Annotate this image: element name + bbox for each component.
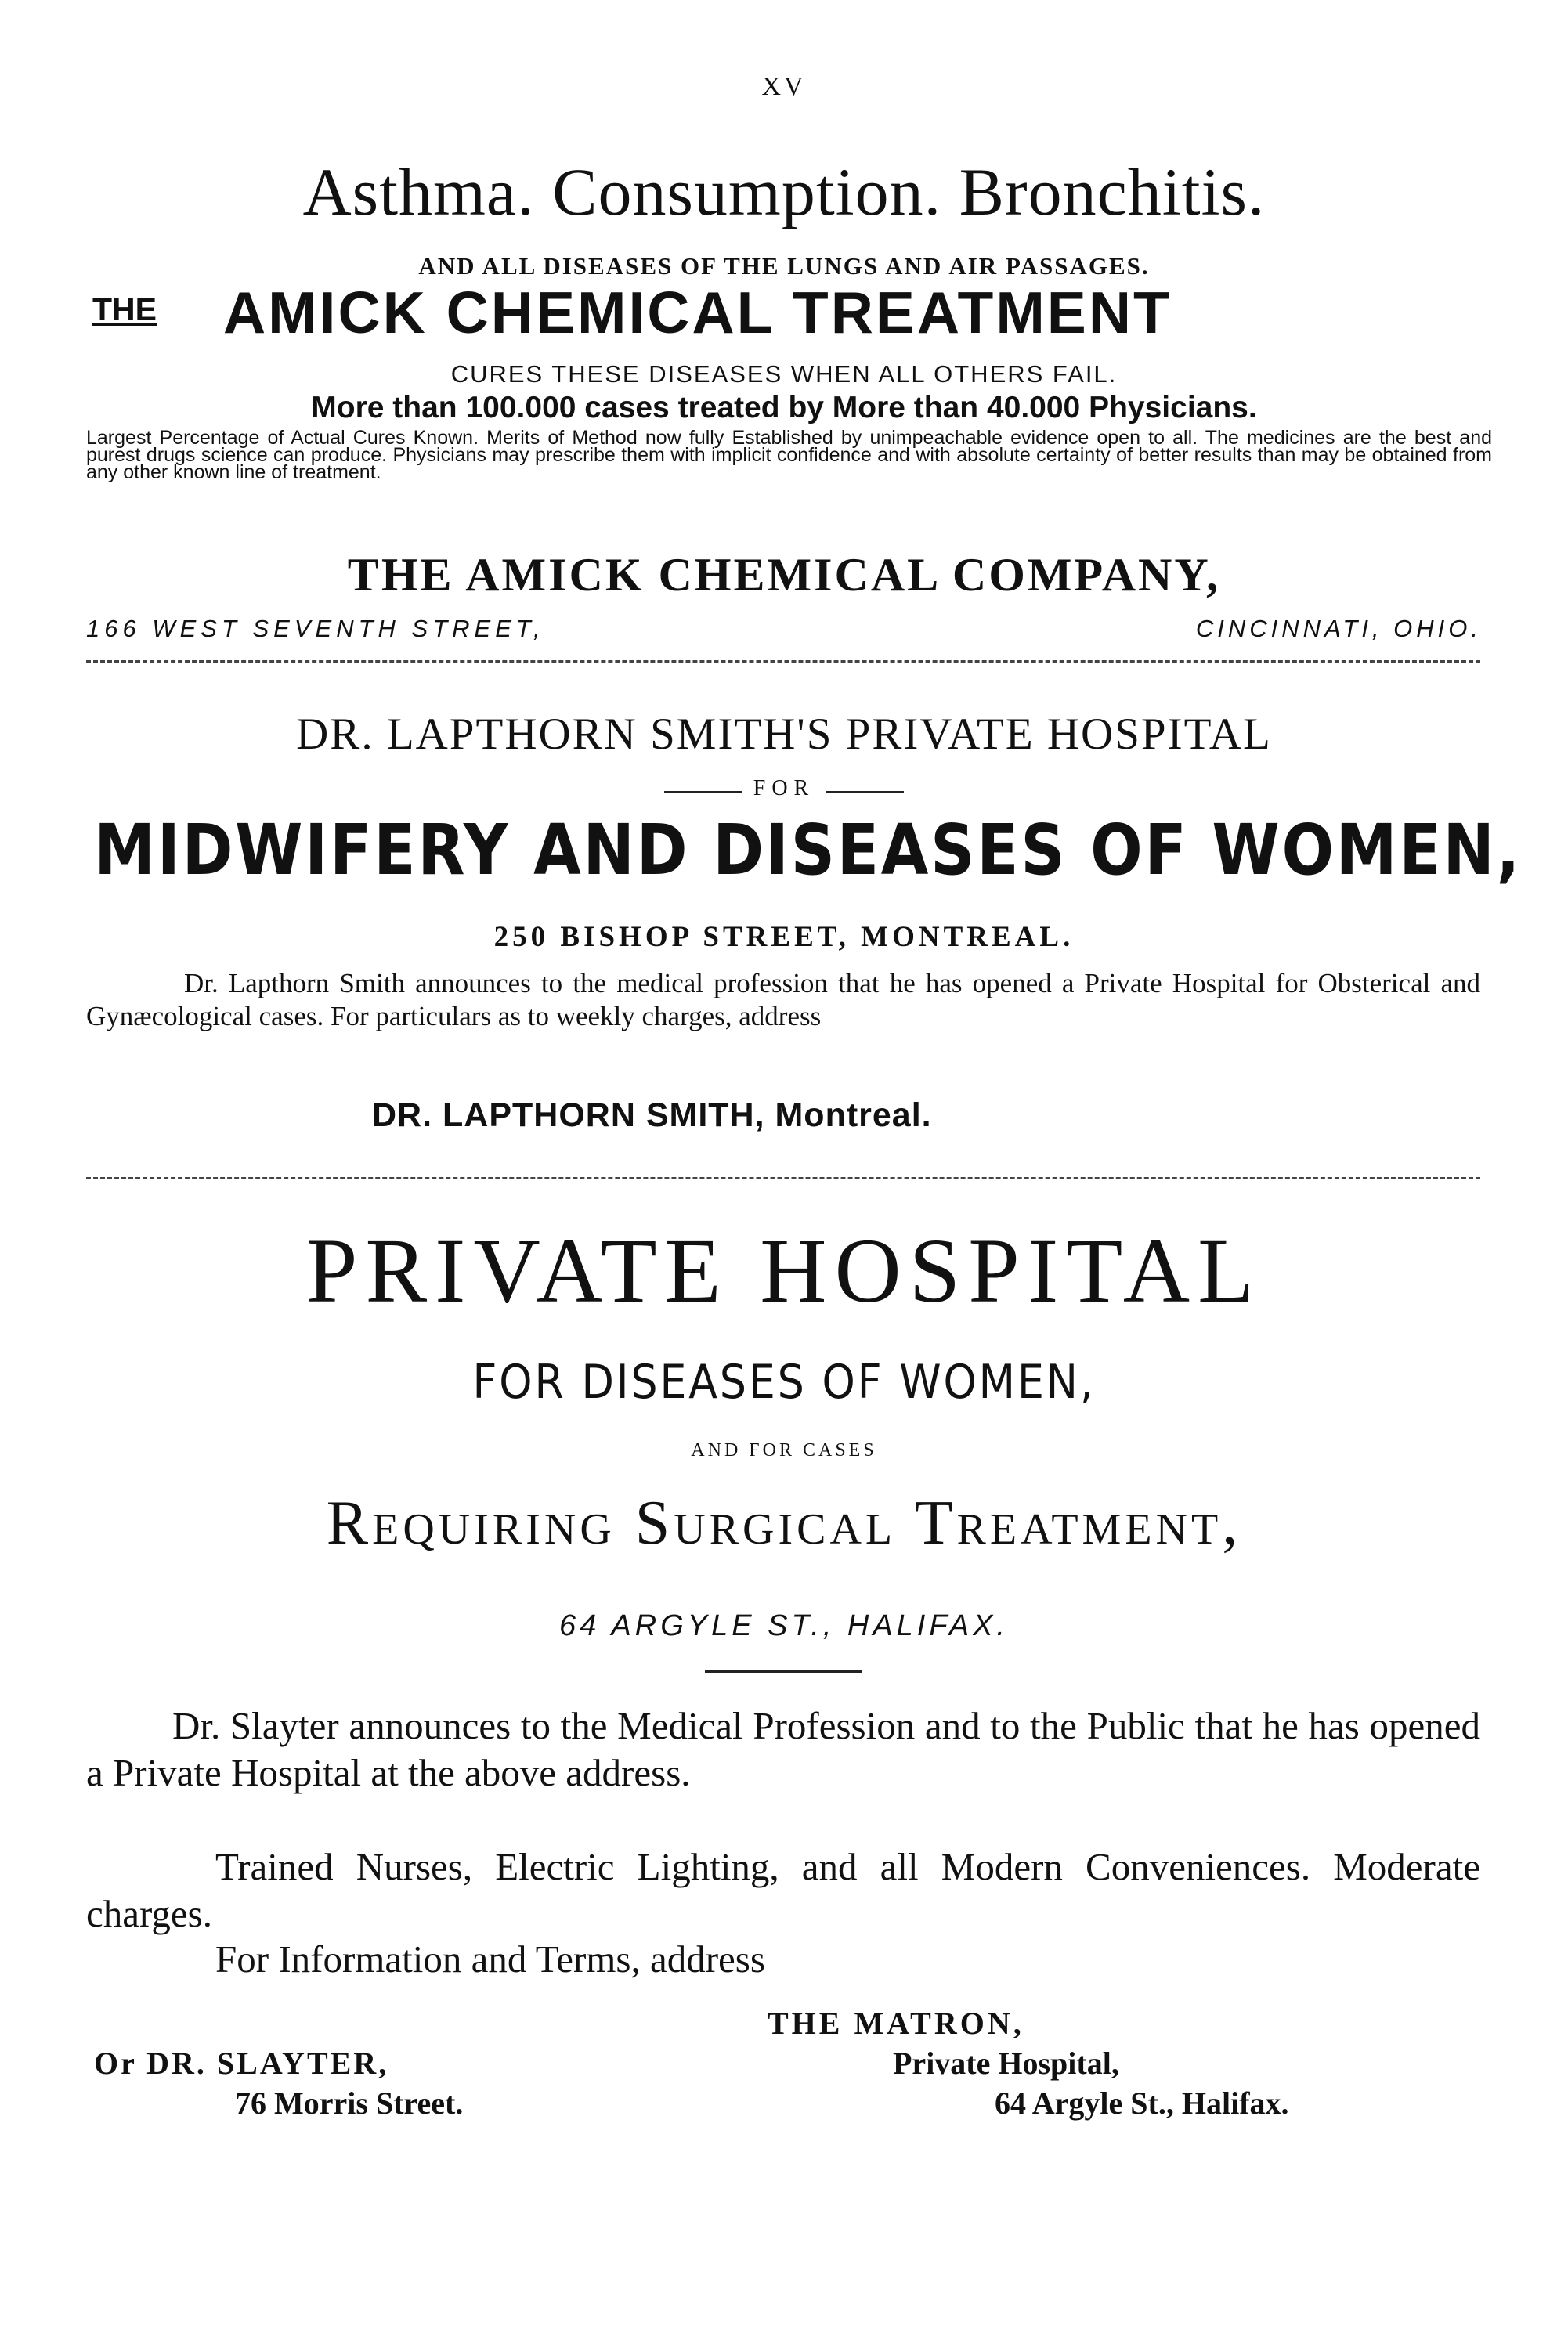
amick-city: CINCINNATI, OHIO. (1195, 615, 1482, 642)
lapthorn-for: FOR (753, 776, 815, 800)
lapthorn-signature: DR. LAPTHORN SMITH, Montreal. (372, 1096, 932, 1134)
halifax-paragraph-address-prompt: For Information and Terms, address (215, 1937, 765, 1981)
amick-cures: CURES THESE DISEASES WHEN ALL OTHERS FAIL. (450, 360, 1118, 388)
halifax-paragraph-amenities: Trained Nurses, Electric Lighting, and all Modern Conveniences. Moderate charges. (86, 1845, 1480, 1935)
halifax-requiring-treatment: Requiring Surgical Treatment, (326, 1489, 1242, 1558)
amick-body-text: Largest Percentage of Actual Cures Known. Merits of Method now fully Established by unimpeachable evidence open to all. The medicines are the best and purest drugs science can produce. Physicians may prescribe them with implicit confidence and with absolute certainty of better results than may be obtained from any other known line of treatment. (86, 427, 1492, 483)
amick-subhead: AND ALL DISEASES OF THE LUNGS AND AIR PASSAGES. (418, 252, 1150, 280)
lapthorn-address: 250 BISHOP STREET, MONTREAL. (493, 921, 1075, 953)
halifax-address: 64 ARGYLE ST., HALIFAX. (558, 1609, 1009, 1642)
lapthorn-title: DR. LAPTHORN SMITH'S PRIVATE HOSPITAL (296, 710, 1272, 759)
amick-stats: More than 100.000 cases treated by More than 40.000 Physicians. (311, 391, 1257, 424)
halifax-or-dr-slayter: Or DR. SLAYTER, (94, 2046, 389, 2081)
halifax-morris-street: 76 Morris Street. (235, 2085, 464, 2121)
halifax-private-hospital: Private Hospital, (893, 2046, 1119, 2081)
lapthorn-for-line (0, 776, 1568, 801)
amick-headline: Asthma. Consumption. Bronchitis. (302, 154, 1266, 229)
halifax-subtitle: FOR DISEASES OF WOMEN, (472, 1355, 1096, 1410)
halifax-title: PRIVATE HOSPITAL (305, 1219, 1263, 1322)
halifax-paragraph-announcement: Dr. Slayter announces to the Medical Profession and to the Public that he has opened a Private Hospital at the above address. (86, 1704, 1480, 1794)
section-divider (86, 660, 1480, 663)
amick-the-prefix: THE (92, 291, 157, 327)
amick-street-address: 166 WEST SEVENTH STREET, (86, 615, 545, 642)
amick-company-name: THE AMICK CHEMICAL COMPANY, (347, 549, 1221, 601)
halifax-argyle-street: 64 Argyle St., Halifax. (995, 2085, 1289, 2121)
section-divider (86, 1177, 1480, 1179)
page-number: XV (761, 72, 807, 101)
short-divider (705, 1670, 862, 1673)
halifax-matron: THE MATRON, (768, 2006, 1024, 2041)
halifax-and-for-cases: AND FOR CASES (691, 1440, 877, 1461)
lapthorn-body-text: Dr. Lapthorn Smith announces to the medical profession that he has opened a Private Hospital for Obsterical and Gynæcological cases. For particulars as to weekly charges, address (86, 968, 1480, 1031)
lapthorn-specialty: MIDWIFERY AND DISEASES OF WOMEN, (94, 809, 1522, 890)
amick-treatment-title: AMICK CHEMICAL TREATMENT (223, 280, 1172, 345)
